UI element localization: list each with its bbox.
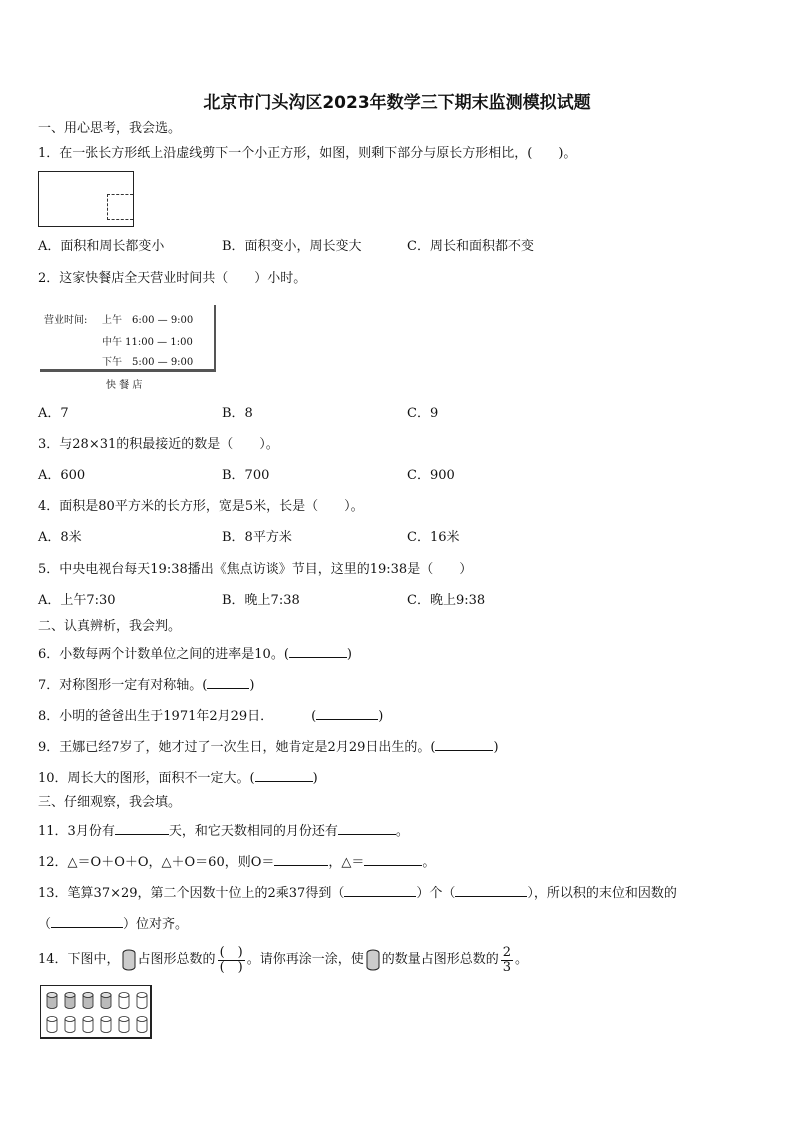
- cylinder-empty[interactable]: [65, 1017, 75, 1033]
- question-13: 13．笔算37×29，第二个因数十位上的2乘37得到（ ）个（ ），所以积的末位和因数的: [38, 886, 677, 901]
- q3-option-b[interactable]: B．700: [222, 468, 270, 483]
- q7-answer-blank[interactable]: [207, 676, 249, 689]
- q8-answer-blank[interactable]: [316, 707, 378, 720]
- q2-option-b[interactable]: B．8: [222, 406, 253, 421]
- q3-option-c[interactable]: C．900: [407, 468, 455, 483]
- cylinder-shaded: [83, 993, 93, 1009]
- cylinder-icon: [366, 949, 380, 971]
- cylinder-empty[interactable]: [137, 1017, 147, 1033]
- cylinder-grid-drawing: [42, 987, 150, 1037]
- cylinder-empty[interactable]: [119, 993, 129, 1009]
- q6-answer-blank[interactable]: [289, 645, 347, 658]
- section-1-heading: 一、用心思考，我会选。: [38, 121, 182, 136]
- question-5: 5．中央电视台每天19:38播出《焦点访谈》节目，这里的19:38是（ ）: [38, 562, 473, 577]
- cylinder-empty[interactable]: [101, 1017, 111, 1033]
- blank-fraction[interactable]: $\frac{( )}{( )}$: [219, 944, 243, 975]
- page-title: 北京市门头沟区2023年数学三下期末监测模拟试题: [203, 93, 591, 113]
- q12-blank-triangle[interactable]: [364, 853, 422, 866]
- q1-option-a[interactable]: A．面积和周长都变小: [38, 239, 165, 254]
- q13-blank-3[interactable]: [51, 915, 123, 928]
- q2-option-c[interactable]: C．9: [407, 406, 439, 421]
- q1-option-c[interactable]: C．周长和面积都不变: [407, 239, 534, 254]
- q10-text: 10．周长大的图形，面积不一定大。: [38, 771, 250, 786]
- question-4: 4．面积是80平方米的长方形，宽是5米，长是（ ）。: [38, 499, 364, 514]
- q4-option-a[interactable]: A．8米: [38, 530, 82, 545]
- q6-text: 6．小数每两个计数单位之间的进率是10。: [38, 647, 284, 662]
- question-14: 14．下图中， 占图形总数的 $\frac{( )}{( )}$ 。请你再涂一涂，使 的数量占图形总数的 $\frac{2}{3}$ 。: [38, 944, 529, 975]
- question-13-cont: （ ）位对齐。: [38, 917, 189, 932]
- q9-text: 9．王娜已经7岁了，她才过了一次生日，她肯定是2月29日出生的。: [38, 740, 431, 755]
- shop-caption: 快 餐 店: [106, 380, 143, 391]
- question-6: 6．小数每两个计数单位之间的进率是10。( ): [38, 647, 352, 662]
- question-2: 2．这家快餐店全天营业时间共（ ）小时。: [38, 271, 307, 286]
- q7-text: 7．对称图形一定有对称轴。: [38, 678, 203, 693]
- cylinder-empty[interactable]: [119, 1017, 129, 1033]
- cylinder-icon: [122, 949, 136, 971]
- q13-blank-2[interactable]: [455, 884, 527, 897]
- hours-row-noon: 中午 11:00 — 1:00: [102, 337, 193, 348]
- q2-option-a[interactable]: A．7: [38, 406, 69, 421]
- q9-answer-blank[interactable]: [435, 738, 493, 751]
- cylinder-grid: [40, 985, 152, 1039]
- cylinder-shaded: [47, 993, 57, 1009]
- q1-option-b[interactable]: B．面积变小，周长变大: [222, 239, 362, 254]
- dashed-square: [107, 194, 133, 220]
- q4-option-b[interactable]: B．8平方米: [222, 530, 292, 545]
- q5-option-c[interactable]: C．晚上9:38: [407, 593, 486, 608]
- cylinder-shaded: [101, 993, 111, 1009]
- q4-option-c[interactable]: C．16米: [407, 530, 460, 545]
- q11-blank-days[interactable]: [115, 822, 169, 835]
- question-9: 9．王娜已经7岁了，她才过了一次生日，她肯定是2月29日出生的。( ): [38, 740, 499, 755]
- question-7: 7．对称图形一定有对称轴。( ): [38, 678, 255, 693]
- section-2-heading: 二、认真辨析，我会判。: [38, 619, 182, 634]
- rectangle-figure: [38, 171, 134, 227]
- question-10: 10．周长大的图形，面积不一定大。( ): [38, 771, 318, 786]
- hours-label: 营业时间:: [44, 315, 88, 326]
- two-thirds-fraction: $\frac{2}{3}$: [502, 944, 512, 975]
- q5-option-b[interactable]: B．晚上7:38: [222, 593, 300, 608]
- cylinder-shaded: [65, 993, 75, 1009]
- section-3-heading: 三、仔细观察，我会填。: [38, 795, 182, 810]
- q8-text: 8．小明的爸爸出生于1971年2月29日．: [38, 709, 274, 724]
- hours-row-evening: 下午 5:00 — 9:00: [102, 357, 194, 368]
- q13-blank-1[interactable]: [344, 884, 416, 897]
- question-11: 11．3月份有 天，和它天数相同的月份还有 。: [38, 824, 409, 839]
- question-8: 8．小明的爸爸出生于1971年2月29日． ( ): [38, 709, 384, 724]
- business-hours-sign: [40, 305, 216, 372]
- cylinder-empty[interactable]: [137, 993, 147, 1009]
- q12-blank-circle[interactable]: [274, 853, 328, 866]
- question-1: 1．在一张长方形纸上沿虚线剪下一个小正方形，如图，则剩下部分与原长方形相比，( )。: [38, 146, 577, 161]
- question-12: 12．△＝O＋O＋O，△＋O＝60，则O＝ ，△＝ 。: [38, 855, 436, 870]
- q3-option-a[interactable]: A．600: [38, 468, 86, 483]
- q10-answer-blank[interactable]: [255, 769, 313, 782]
- cylinder-empty[interactable]: [47, 1017, 57, 1033]
- cylinder-empty[interactable]: [83, 1017, 93, 1033]
- question-3: 3．与28×31的积最接近的数是（ ）。: [38, 437, 279, 452]
- q11-blank-months[interactable]: [338, 822, 396, 835]
- hours-row-morning: 上午 6:00 — 9:00: [102, 315, 194, 326]
- q5-option-a[interactable]: A．上午7:30: [38, 593, 116, 608]
